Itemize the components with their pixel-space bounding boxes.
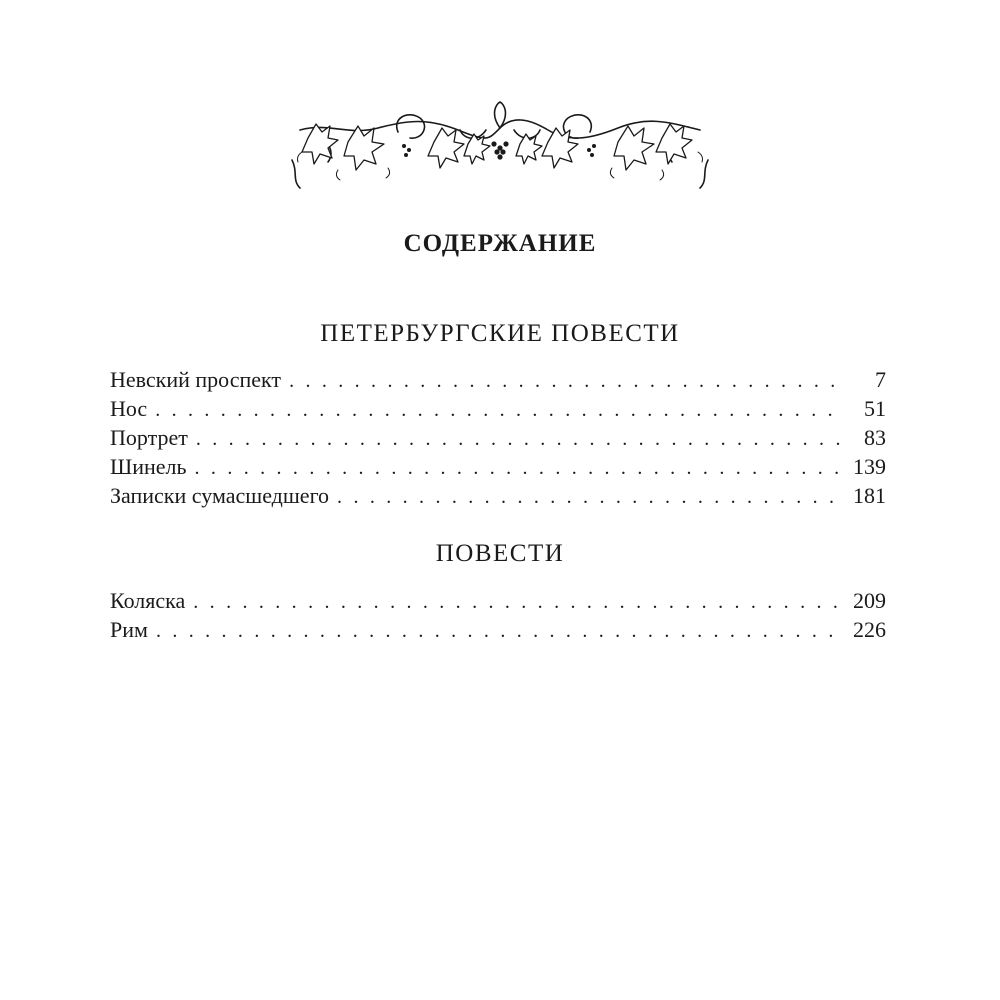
toc-entry[interactable] bbox=[110, 586, 886, 615]
toc-title: СОДЕРЖАНИЕ bbox=[403, 230, 597, 257]
toc-section-petersburg-tales bbox=[110, 365, 886, 510]
dot-leader bbox=[156, 617, 840, 646]
toc-entry-title: Записки сумасшедшего bbox=[110, 483, 330, 508]
section-title-tales: ПОВЕСТИ bbox=[435, 540, 565, 567]
dot-leader bbox=[337, 483, 840, 512]
toc-entry-page: 226 bbox=[853, 617, 886, 642]
toc-entry-page: 209 bbox=[853, 588, 886, 613]
dot-leader bbox=[289, 367, 840, 396]
dot-leader bbox=[155, 396, 840, 425]
dot-leader bbox=[195, 454, 840, 483]
toc-entry-page: 139 bbox=[853, 454, 886, 479]
toc-entry-page: 7 bbox=[875, 367, 886, 392]
grapevine-ornament-icon bbox=[288, 100, 712, 196]
toc-entry-title: Невский проспект bbox=[110, 367, 282, 392]
toc-entry[interactable] bbox=[110, 394, 886, 423]
toc-entry-page: 83 bbox=[864, 425, 886, 450]
toc-entry[interactable] bbox=[110, 452, 886, 481]
toc-entry[interactable] bbox=[110, 481, 886, 510]
toc-entry-page: 51 bbox=[864, 396, 886, 421]
toc-entry[interactable] bbox=[110, 615, 886, 644]
toc-entry[interactable] bbox=[110, 365, 886, 394]
toc-section-tales bbox=[110, 586, 886, 644]
section-title-petersburg-tales: ПЕТЕРБУРГСКИЕ ПОВЕСТИ bbox=[320, 320, 680, 347]
dot-leader bbox=[193, 588, 840, 617]
toc-entry[interactable] bbox=[110, 423, 886, 452]
toc-entry-title: Шинель bbox=[110, 454, 187, 479]
toc-entry-title: Нос bbox=[110, 396, 148, 421]
toc-entry-title: Рим bbox=[110, 617, 148, 642]
toc-entry-title: Портрет bbox=[110, 425, 188, 450]
dot-leader bbox=[196, 425, 840, 454]
toc-entry-title: Коляска bbox=[110, 588, 186, 613]
toc-entry-page: 181 bbox=[853, 483, 886, 508]
